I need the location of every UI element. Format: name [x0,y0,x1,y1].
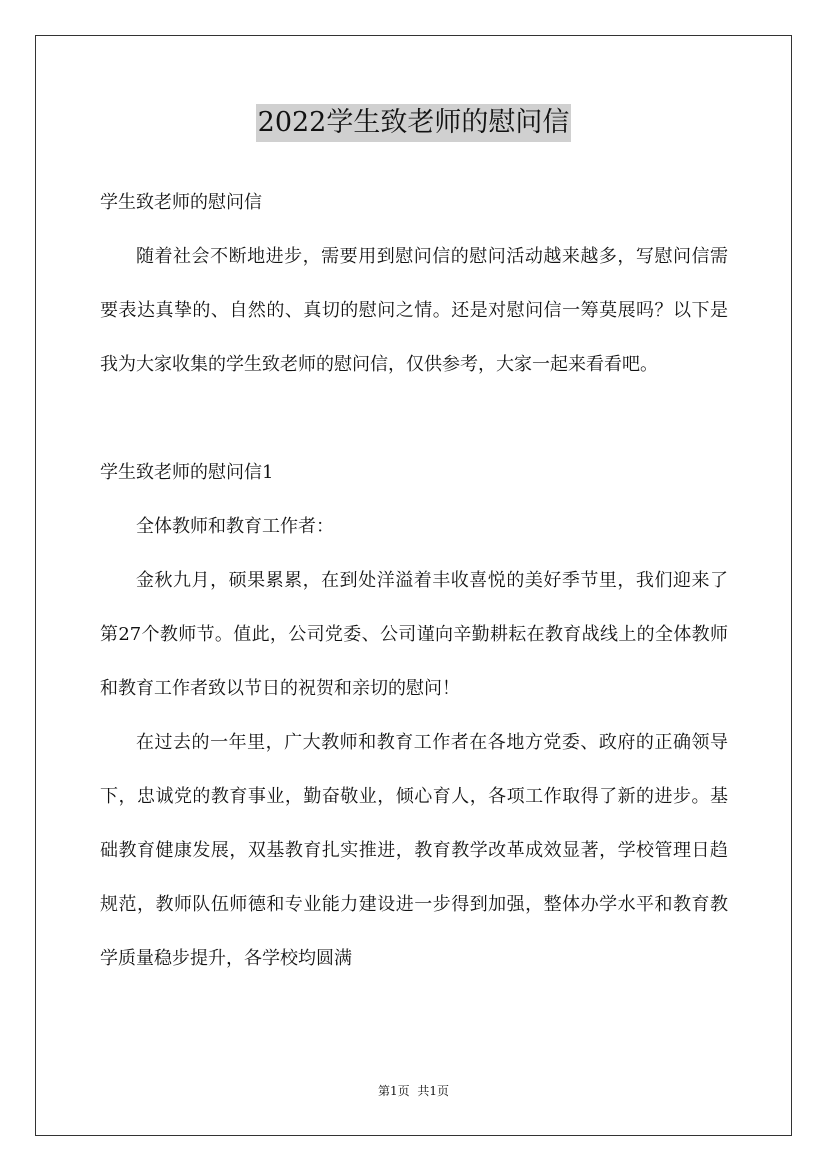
page-total: 共1页 [417,1084,449,1098]
page-footer [0,1082,827,1100]
body-paragraph: 在过去的一年里，广大教师和教育工作者在各地方党委、政府的正确领导下，忠诚党的教育事业，勤奋敬业，倾心育人，各项工作取得了新的进步。基础教育健康发展，双基教育扎实推进，教育教学改革成效显著，学校管理日趋规范，教师队伍师德和专业能力建设进一步得到加强，整体办学水平和教育教学质量稳步提升，各学校均圆满 [100,732,728,969]
title-area [0,104,827,142]
document-title: 2022学生致老师的慰问信 [256,104,572,142]
section-heading: 学生致老师的慰问信1 [100,462,274,483]
salutation: 全体教师和教育工作者： [136,516,334,537]
paragraph-gap [100,392,728,446]
body-paragraph: 金秋九月，硕果累累，在到处洋溢着丰收喜悦的美好季节里，我们迎来了第27个教师节。值此，公司党委、公司谨向辛勤耕耘在教育战线上的全体教师和教育工作者致以节日的祝贺和亲切的慰问！ [100,570,728,699]
intro-paragraph: 随着社会不断地进步，需要用到慰问信的慰问活动越来越多，写慰问信需要表达真挚的、自然的、真切的慰问之情。还是对慰问信一筹莫展吗？以下是我为大家收集的学生致老师的慰问信，仅供参考，大家一起来看看吧。 [100,246,728,375]
document-body [100,176,728,986]
page-number: 第1页 [378,1084,410,1098]
document-subtitle: 学生致老师的慰问信 [100,192,262,213]
